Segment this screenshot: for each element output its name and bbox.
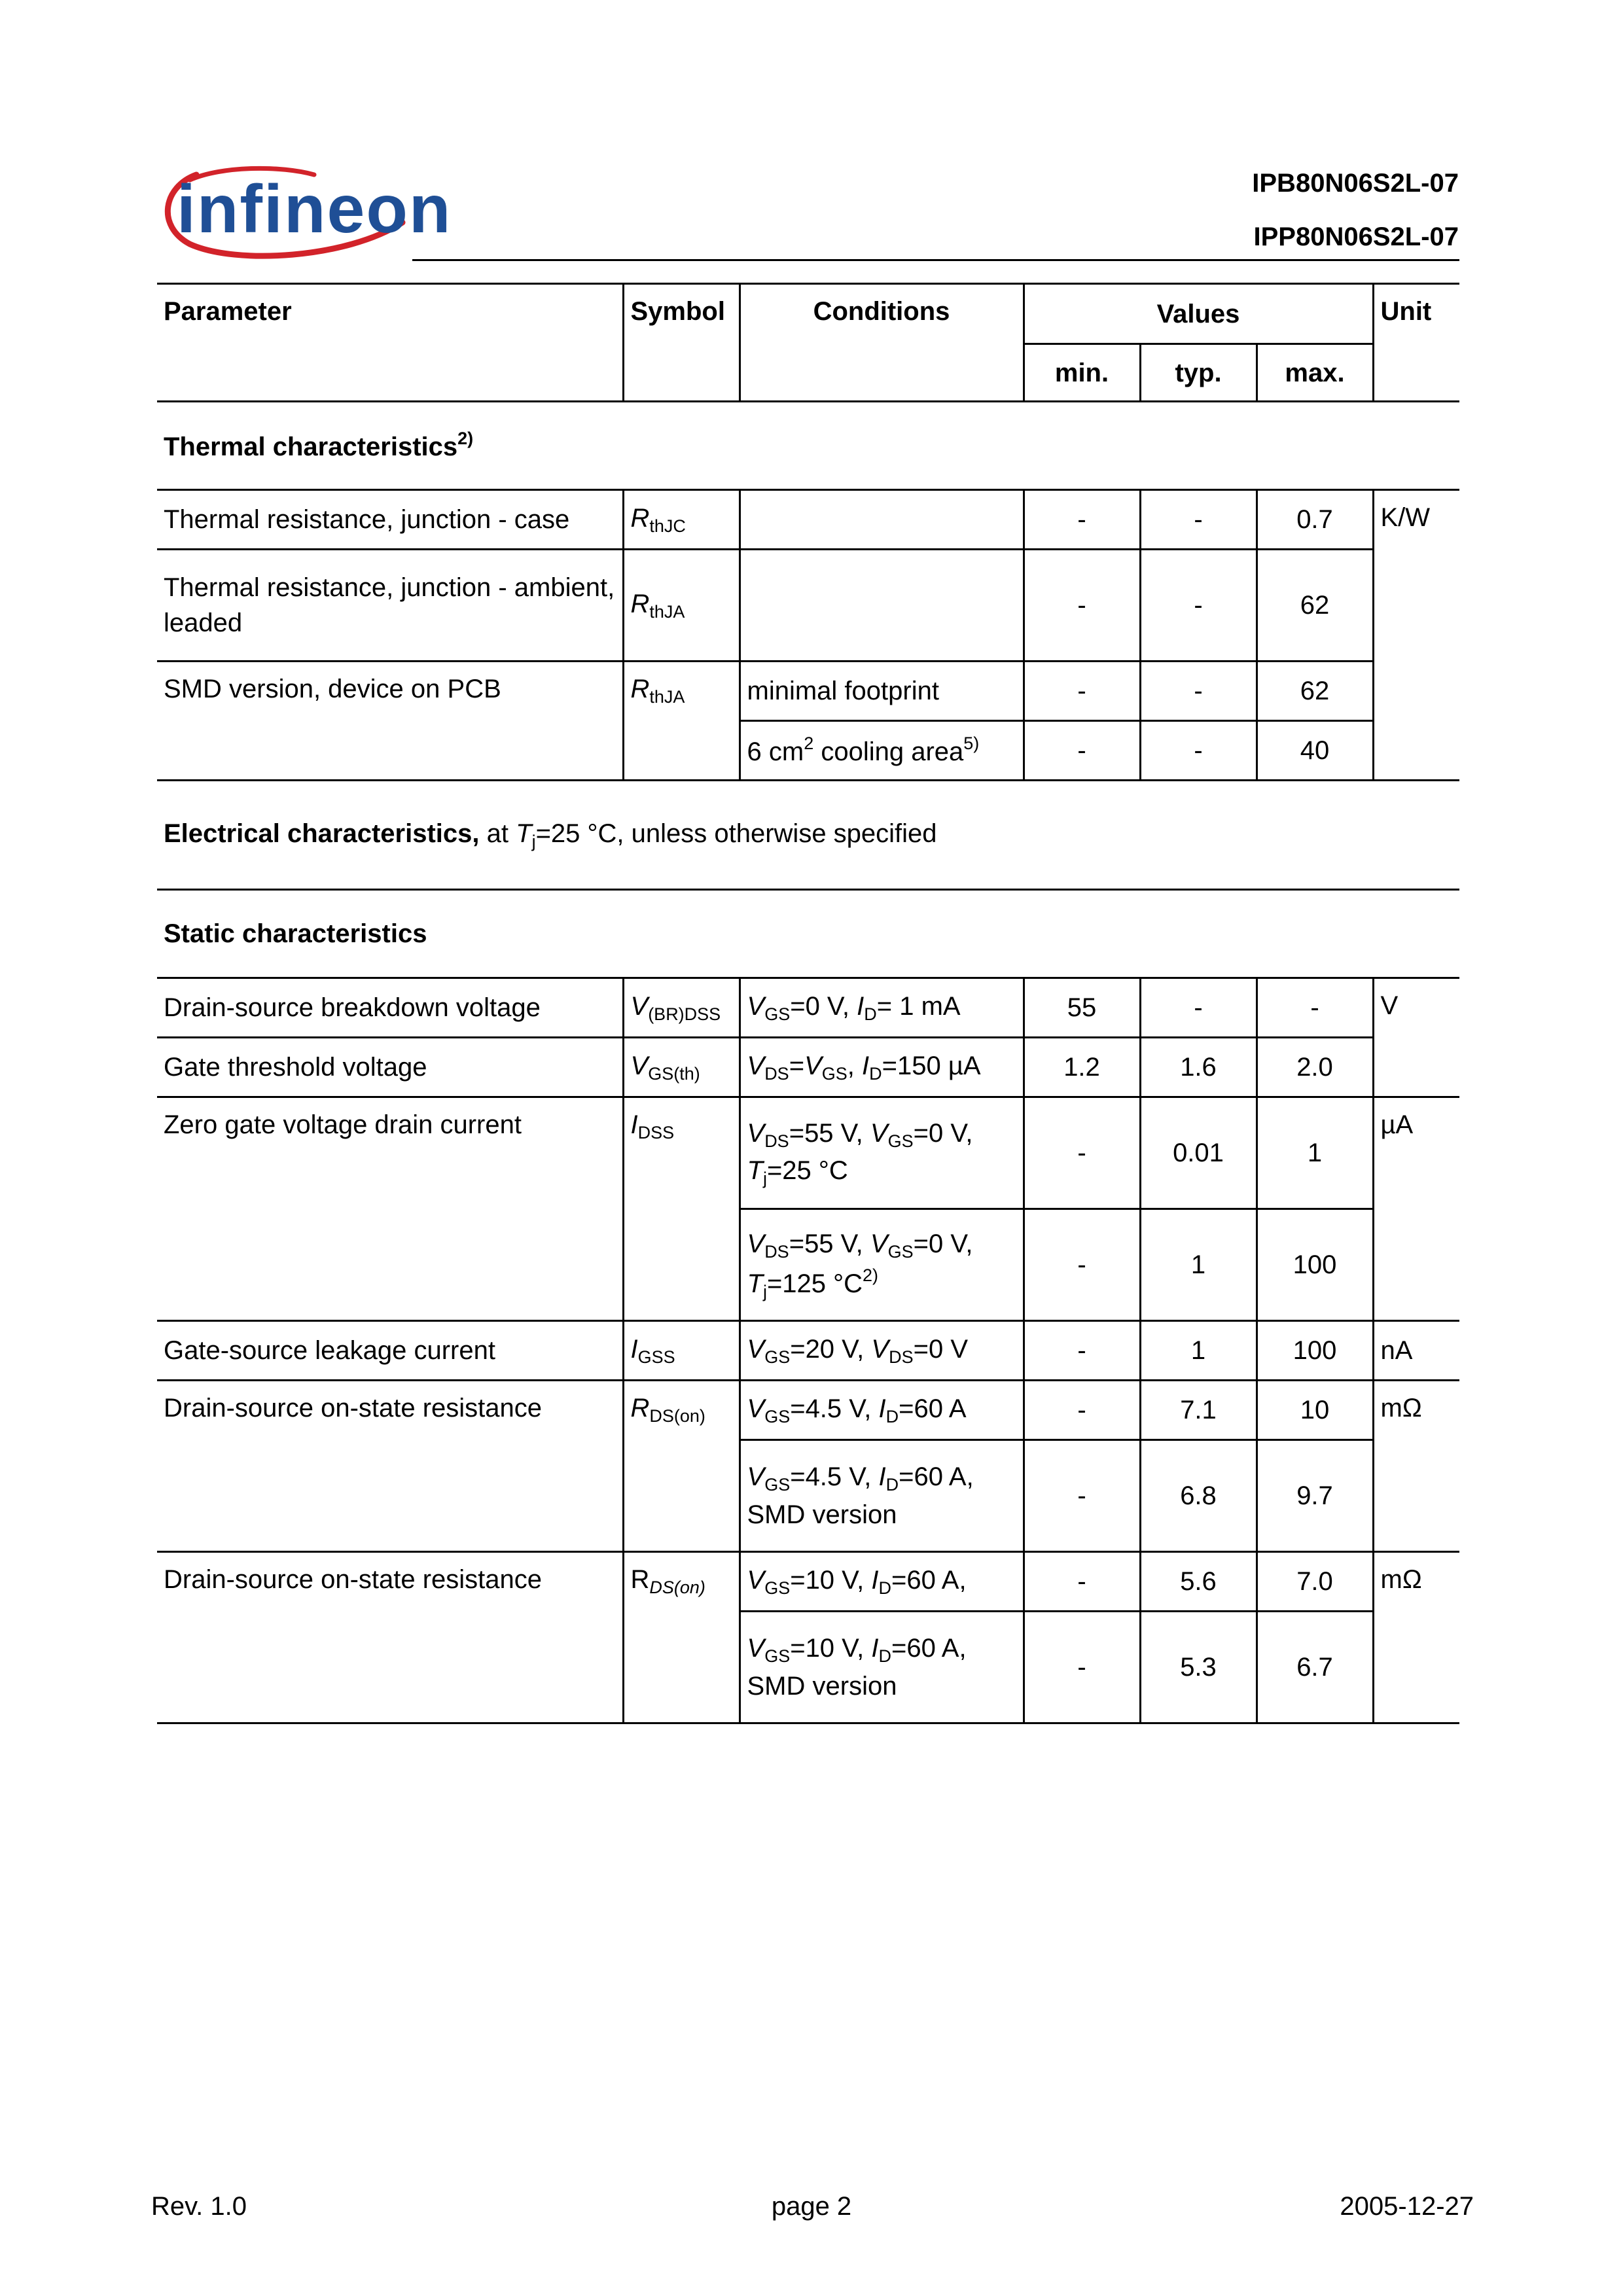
col-min: min. bbox=[1024, 344, 1140, 402]
part-number-2: IPP80N06S2L-07 bbox=[1253, 222, 1459, 251]
header-row bbox=[157, 284, 1459, 344]
unit-kw: K/W bbox=[1373, 490, 1459, 781]
electrical-title: Electrical characteristics, at $T_j=25$ °C, unless otherwise specified bbox=[157, 781, 1459, 890]
table-row: Thermal resistance, junction - ambient, leaded $R_{thJA}$ - - 62 bbox=[157, 550, 1459, 662]
symbol: $R_{thJC}$ bbox=[623, 490, 740, 550]
footer-page: page 2 bbox=[771, 2192, 852, 2221]
table-row: Gate threshold voltage $V_{GS(th)}$ $V_{DS}=V_{GS}$, $I_D=150$ µA 1.2 1.6 2.0 bbox=[157, 1038, 1459, 1097]
table-row: Drain-source breakdown voltage $V_{(BR)DSS}$ $V_{GS}=0$ V, $I_D= 1$ mA 55 - - V bbox=[157, 978, 1459, 1038]
static-title: Static characteristics bbox=[157, 890, 1459, 978]
table-row: 6 $cm^2$ cooling area$^{5)}$ - - 40 bbox=[157, 721, 1459, 781]
col-values: Values bbox=[1024, 284, 1373, 344]
table-row: $V_{GS}=4.5$ V, $I_D=60$ A, SMD version - 6.8 9.7 bbox=[157, 1440, 1459, 1552]
table-row: Drain-source on-state resistance $R_{DS(on)}$ $V_{GS}=4.5$ V, $I_D=60$ A - 7.1 10 mΩ bbox=[157, 1381, 1459, 1440]
table-row: SMD version, device on PCB $R_{thJA}$ minimal footprint - - 62 bbox=[157, 662, 1459, 721]
electrical-section bbox=[157, 781, 1459, 890]
col-symbol: Symbol bbox=[623, 284, 740, 402]
col-unit: Unit bbox=[1373, 284, 1459, 402]
col-typ: typ. bbox=[1140, 344, 1257, 402]
footer-revision: Rev. 1.0 bbox=[151, 2192, 247, 2221]
thermal-section bbox=[157, 402, 1459, 490]
col-max: max. bbox=[1257, 344, 1373, 402]
svg-text:infineon: infineon bbox=[177, 171, 452, 247]
spec-table bbox=[157, 283, 1459, 1724]
symbol: $R_{thJA}$ bbox=[623, 662, 740, 781]
table-row: Zero gate voltage drain current $I_{DSS}$ $V_{DS}=55$ V, $V_{GS}=0$ V, $T_j=25$ °C - 0.01 1 µA bbox=[157, 1097, 1459, 1209]
table-row: Thermal resistance, junction - case $R_{thJC}$ - - 0.7 K/W bbox=[157, 490, 1459, 550]
table-row: Gate-source leakage current $I_{GSS}$ $V_{GS}=20$ V, $V_{DS}=0$ V - 1 100 nA bbox=[157, 1321, 1459, 1381]
thermal-title: Thermal characteristics$^{2)}$ bbox=[157, 402, 1459, 490]
static-section bbox=[157, 890, 1459, 978]
header-rule bbox=[412, 259, 1459, 261]
table-row: $V_{GS}=10$ V, $I_D=60$ A, SMD version - 5.3 6.7 bbox=[157, 1612, 1459, 1723]
table-row: $V_{DS}=55$ V, $V_{GS}=0$ V, $T_j=125$ $^\circ C^{2)}$ - 1 100 bbox=[157, 1209, 1459, 1321]
infineon-logo bbox=[151, 160, 452, 265]
part-number-1: IPB80N06S2L-07 bbox=[1252, 169, 1459, 198]
col-conditions: Conditions bbox=[740, 284, 1024, 402]
col-parameter: Parameter bbox=[157, 284, 623, 402]
symbol: $R_{thJA}$ bbox=[623, 550, 740, 662]
table-row: Drain-source on-state resistance $R_{DS(on)}$ $V_{GS}=10$ V, $I_D=60$ A, - 5.6 7.0 mΩ bbox=[157, 1552, 1459, 1612]
footer-date: 2005-12-27 bbox=[1340, 2192, 1474, 2221]
